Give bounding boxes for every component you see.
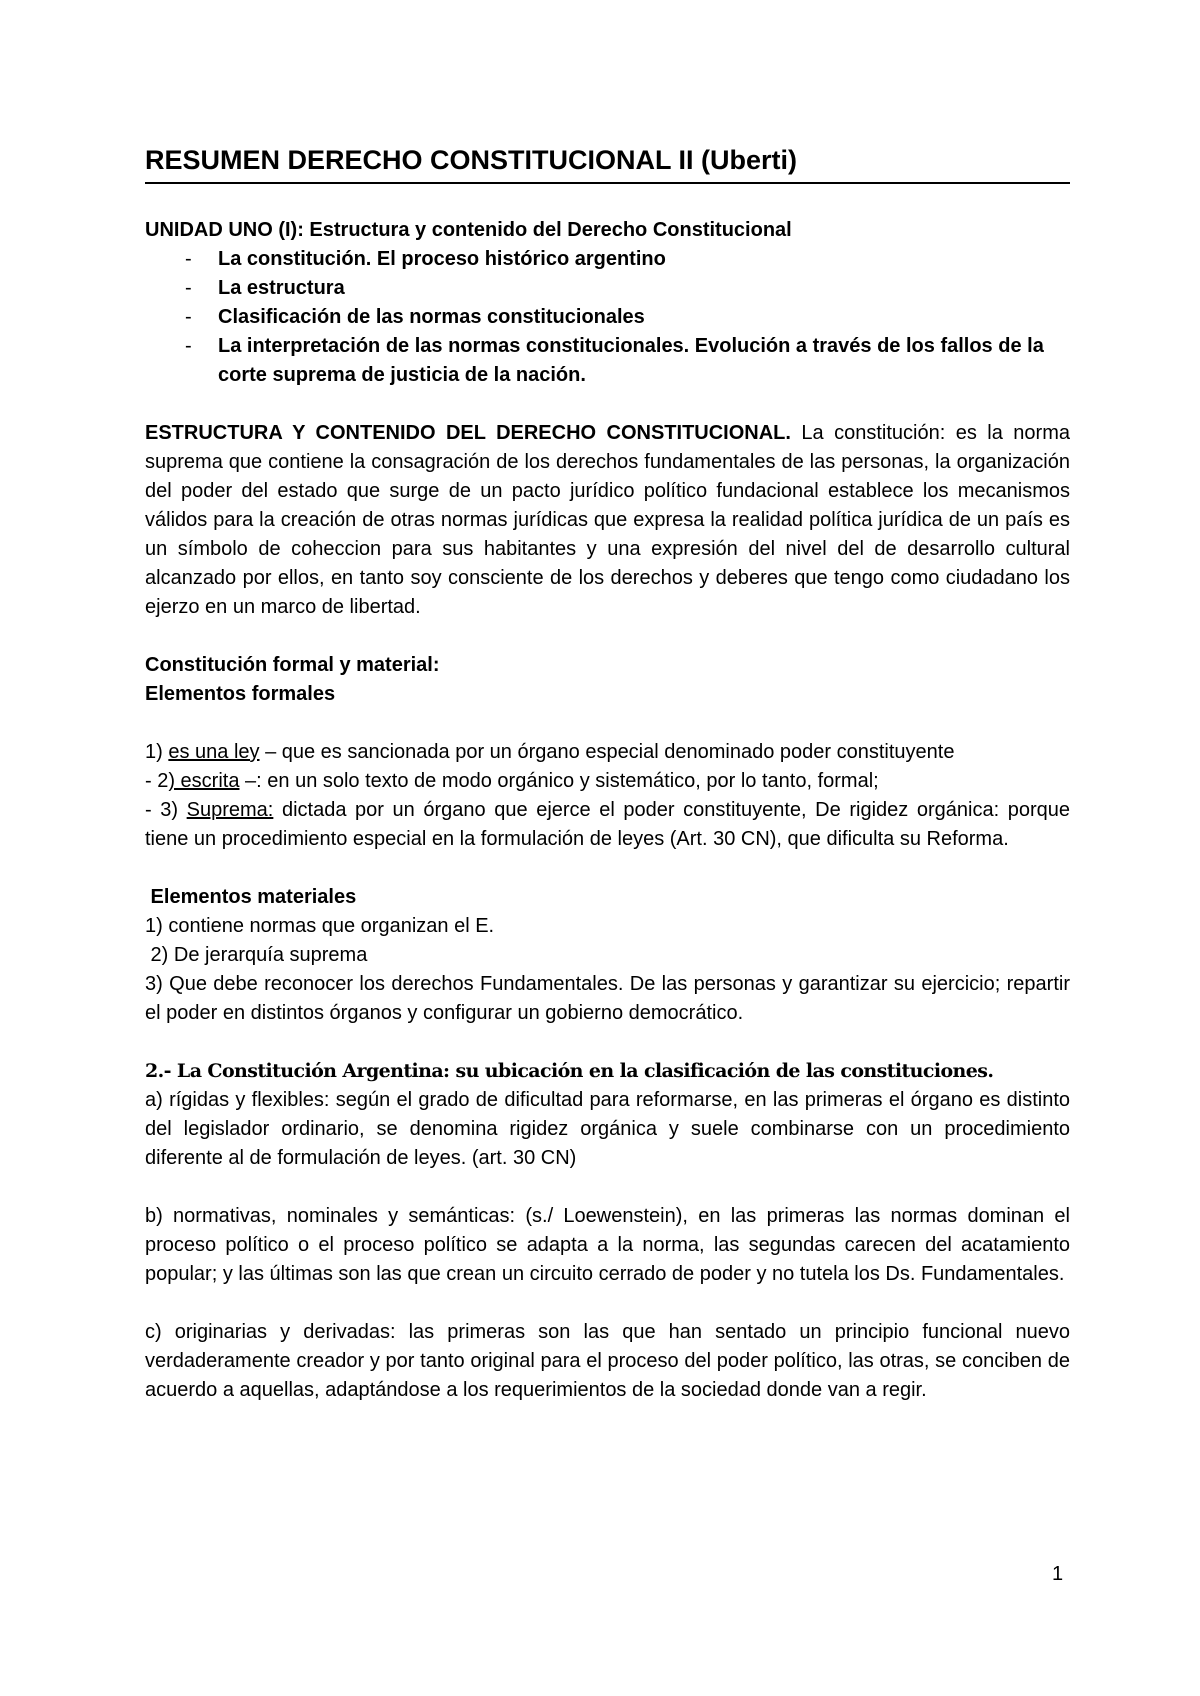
formal-elements-heading: Elementos formales <box>145 683 336 706</box>
unit-heading: UNIDAD UNO (I): Estructura y contenido del Derecho Constitucional <box>145 219 792 242</box>
list-dash: - <box>185 335 192 358</box>
formal-material-heading: Constitución formal y material: <box>145 654 440 677</box>
material-elements-heading: Elementos materiales <box>145 886 357 909</box>
page-number: 1 <box>1052 1563 1064 1585</box>
classification-item-a: a) rígidas y flexibles: según el grado de dificultad para reformarse, en las primeras el órgano es distinto del legislador ordinario, se denomina rigidez orgánica y suele combinarse con un procedimiento diferente al de formulación de leyes. (art. 30 CN) <box>145 1089 1070 1170</box>
classification-item-c: c) originarias y derivadas: las primeras son las que han sentado un principio funcional nuevo verdaderamente creador y por tanto original para el proceso del poder político, las otras, se conciben de acuerdo a aquellas, adaptándose a los requerimientos de la sociedad donde van a regir. <box>145 1321 1070 1402</box>
classification-item-b: b) normativas, nominales y semánticas: (s./ Loewenstein), en las primeras las normas dominan el proceso político o el proceso político se adapta a la norma, las segundas carecen del acatamiento popular; y las últimas son las que crean un circuito cerrado de poder y no tutela los Ds. Fundamentales. <box>145 1205 1070 1286</box>
list-dash: - <box>185 306 192 329</box>
document-title: RESUMEN DERECHO CONSTITUCIONAL II (Uberti) <box>145 145 1070 184</box>
structure-paragraph <box>145 419 1070 622</box>
document-page <box>145 145 1070 1405</box>
structure-lead: ESTRUCTURA Y CONTENIDO DEL DERECHO CONSTITUCIONAL. <box>145 422 791 445</box>
list-dash: - <box>185 277 192 300</box>
classification-heading: 2.- La Constitución Argentina: su ubicación en la clasificación de las constituciones. <box>145 1060 994 1083</box>
material-item-2: 2) De jerarquía suprema <box>145 944 368 967</box>
unit-topic-list <box>145 245 1070 390</box>
unit-topic-item: - Clasificación de las normas constitucionales <box>145 303 1070 332</box>
formal-item-2: - 2) escrita –: en un solo texto de modo orgánico y sistemático, por lo tanto, formal; <box>145 770 879 793</box>
material-item-1: 1) contiene normas que organizan el E. <box>145 915 495 938</box>
formal-item-1: 1) es una ley – que es sancionada por un órgano especial denominado poder constituyente <box>145 741 955 764</box>
formal-item-3: - 3) Suprema: dictada por un órgano que ejerce el poder constituyente, De rigidez orgánica: porque tiene un procedimiento especial en la formulación de leyes (Art. 30 CN), que dificulta su Reforma. <box>145 799 1070 851</box>
structure-text: La constitución: es la norma suprema que contiene la consagración de los derechos fundamentales de las personas, la organización del poder del estado que surge de un pacto jurídico político fundacional establece los mecanismos válidos para la creación de otras normas jurídicas que expresa la realidad política jurídica de un país es un símbolo de coheccion para sus habitantes y una expresión del nivel del de desarrollo cultural alcanzado por ellos, en tanto soy consciente de los derechos y deberes que tengo como ciudadano los ejerzo en un marco de libertad. <box>145 422 1070 619</box>
unit-topic-item: - La interpretación de las normas constitucionales. Evolución a través de los fallos de la corte suprema de justicia de la nación. <box>145 332 1070 390</box>
unit-topic-item: - La estructura <box>145 274 1070 303</box>
material-item-3: 3) Que debe reconocer los derechos Fundamentales. De las personas y garantizar su ejercicio; repartir el poder en distintos órganos y configurar un gobierno democrático. <box>145 973 1070 1025</box>
list-dash: - <box>185 248 192 271</box>
unit-topic-item: - La constitución. El proceso histórico argentino <box>145 245 1070 274</box>
